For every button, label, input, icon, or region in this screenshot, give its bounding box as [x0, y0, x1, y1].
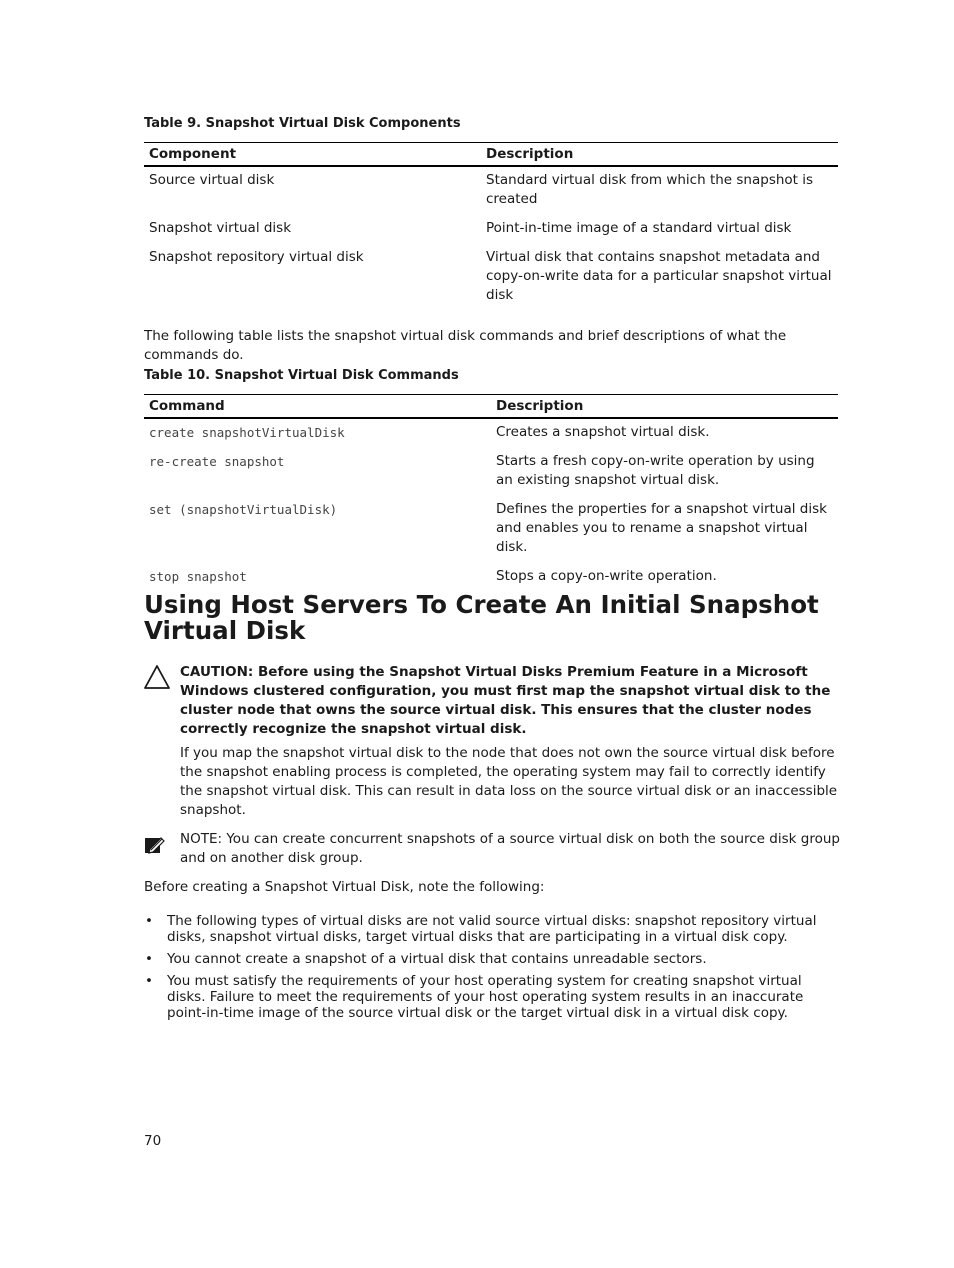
table-row [144, 215, 838, 244]
before-paragraph: Before creating a Snapshot Virtual Disk, note the following: [144, 879, 545, 895]
table-cell: Standard virtual disk from which the snapshot is created [486, 172, 814, 207]
table-header-row [144, 395, 838, 419]
list-item-text: The following types of virtual disks are not valid source virtual disks: snapshot repository virtual disks, snapshot virtual disks, target virtual disks that are participating in a virtual disk copy. [167, 913, 817, 945]
warning-triangle-icon [143, 664, 171, 690]
bullet-glyph: • [145, 913, 153, 929]
table10-caption: Table 10. Snapshot Virtual Disk Commands [144, 368, 459, 383]
table-row [144, 496, 838, 563]
table10 [144, 394, 838, 592]
table9 [144, 142, 838, 311]
command-cell: create snapshotVirtualDisk [149, 425, 345, 440]
column-header: Description [496, 398, 584, 414]
caution-text: CAUTION: Before using the Snapshot Virtual Disks Premium Feature in a Microsoft Windows clustered configuration, you must first map the snapshot virtual disk to the cluster node that owns the source virtual disk. This ensures that the cluster nodes correctly recognize the snapshot virtual disk. [180, 664, 831, 737]
page-number: 70 [144, 1133, 162, 1149]
note-text: You can create concurrent snapshots of a source virtual disk on both the source disk group and on another disk group. [180, 831, 840, 866]
column-header: Command [149, 398, 225, 414]
table-cell: Starts a fresh copy-on-write operation by using an existing snapshot virtual disk. [496, 453, 815, 488]
command-cell: re-create snapshot [149, 454, 285, 469]
list-item [145, 973, 837, 1021]
table-cell: Snapshot repository virtual disk [149, 249, 364, 265]
table-cell: Virtual disk that contains snapshot metadata and copy-on-write data for a particular snapshot virtual disk [486, 249, 832, 303]
table-cell: Snapshot virtual disk [149, 220, 292, 236]
command-cell: set (snapshotVirtualDisk) [149, 502, 338, 517]
table-row [144, 448, 838, 496]
table-cell: Point-in-time image of a standard virtual disk [486, 220, 792, 236]
bullet-glyph: • [145, 951, 153, 967]
column-header: Component [149, 146, 237, 162]
note-label: NOTE: [180, 831, 223, 847]
caution-body: If you map the snapshot virtual disk to the node that does not own the source virtual disk before the snapshot enabling process is completed, the operating system may fail to correctly identify the snapshot virtual disk. This can result in data loss on the source virtual disk or an inaccessible snapshot. [180, 745, 838, 818]
table-row [144, 244, 838, 311]
list-item [145, 951, 837, 967]
requirements-list [145, 913, 837, 1027]
list-item-text: You cannot create a snapshot of a virtual disk that contains unreadable sectors. [167, 951, 707, 967]
command-cell: stop snapshot [149, 569, 247, 584]
table-cell: Stops a copy-on-write operation. [496, 568, 717, 584]
intro-paragraph: The following table lists the snapshot virtual disk commands and brief descriptions of what the commands do. [144, 328, 787, 363]
list-item [145, 913, 837, 945]
table-row [144, 166, 838, 215]
table9-caption: Table 9. Snapshot Virtual Disk Components [144, 116, 461, 131]
table-header-row [144, 143, 838, 167]
section-title: Using Host Servers To Create An Initial Snapshot Virtual Disk [144, 590, 819, 645]
table-cell: Defines the properties for a snapshot virtual disk and enables you to rename a snapshot virtual disk. [496, 501, 827, 555]
table-row [144, 418, 838, 448]
column-header: Description [486, 146, 574, 162]
table-row [144, 563, 838, 592]
bullet-glyph: • [145, 973, 153, 989]
note-paragraph [180, 830, 840, 868]
list-item-text: You must satisfy the requirements of your host operating system for creating snapshot virtual disks. Failure to meet the requirements of your host operating system results in an inaccurate point-in-time image of the source virtual disk or the target virtual disk in a virtual disk copy. [167, 973, 804, 1021]
pencil-note-icon [144, 835, 166, 855]
table-cell: Creates a snapshot virtual disk. [496, 424, 710, 440]
table-cell: Source virtual disk [149, 172, 275, 188]
